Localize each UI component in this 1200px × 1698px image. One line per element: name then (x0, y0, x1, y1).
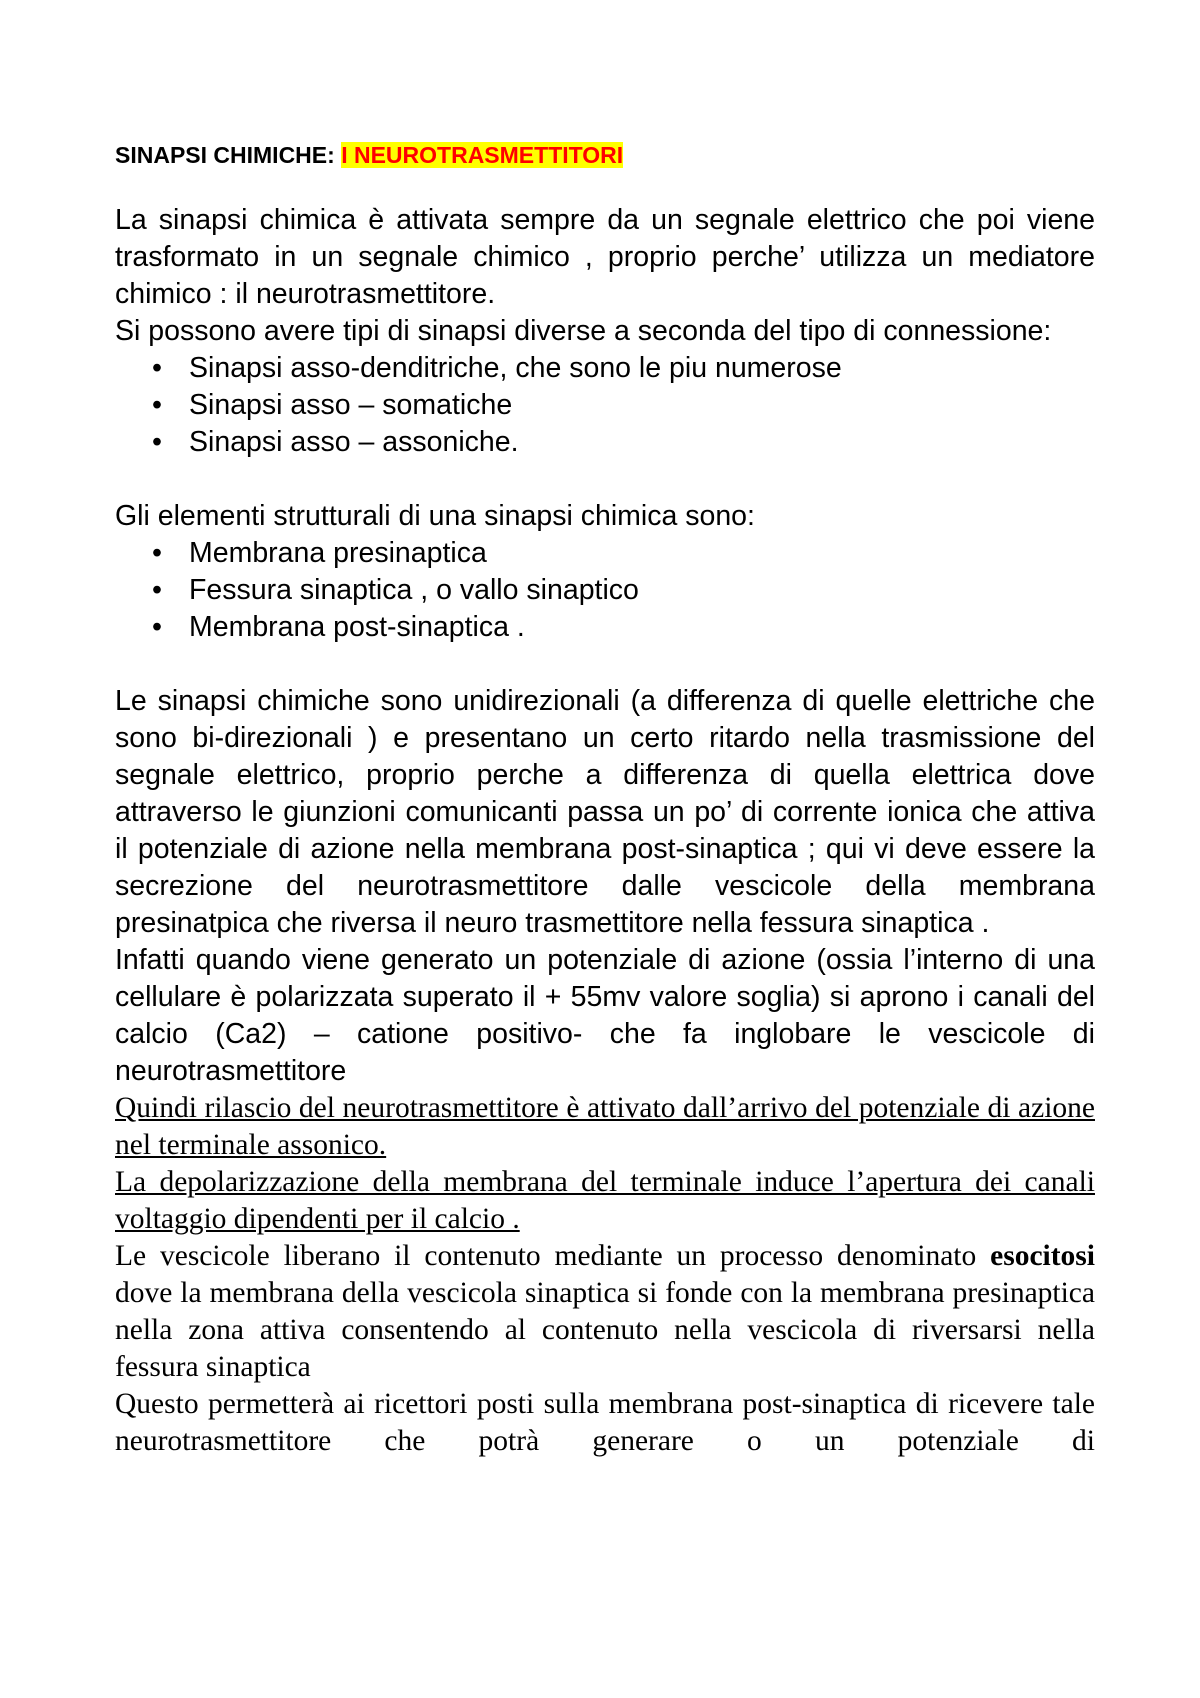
intro-paragraph: La sinapsi chimica è attivata sempre da un segnale elettrico che poi viene trasformato in un segnale chimico , proprio perche’ utilizza un mediatore chimico : il neurotrasmettitore. (115, 204, 1095, 310)
exocytosis-paragraph (115, 1238, 1095, 1386)
receptors-paragraph: Questo permetterà ai ricettori posti sulla membrana post-sinaptica di ricevere tale neurotrasmettitore che potrà generare o un potenziale di (115, 1388, 1095, 1457)
title-prefix: SINAPSI CHIMICHE: (115, 142, 342, 168)
unidirectional-paragraph: Le sinapsi chimiche sono unidirezionali (a differenza di quelle elettriche che sono bi-direzionali ) e presentano un certo ritardo nella trasmissione del segnale elettrico, proprio perche a differenza di quella elettrica dove attraverso le giunzioni comunicanti passa un po’ di corrente ionica che attiva il potenziale di azione nella membrana post-sinaptica ; qui vi deve essere la secrezione del neurotrasmettitore dalle vescicole della membrana presinatpica che riversa il neuro trasmettitore nella fessura sinaptica . (115, 685, 1095, 939)
document-page (115, 140, 1095, 1460)
connection-types-lead: Si possono avere tipi di sinapsi diverse a seconda del tipo di connessione: (115, 315, 1052, 347)
exocytosis-term: esocitosi (990, 1240, 1095, 1272)
list-item: • Sinapsi asso – somatiche (115, 387, 1095, 424)
exocytosis-text-a: Le vescicole liberano il contenuto mediante un processo denominato (115, 1240, 991, 1272)
structural-elements-lead: Gli elementi strutturali di una sinapsi chimica sono: (115, 500, 755, 532)
list-item: • Sinapsi asso-denditriche, che sono le piu numerose (115, 350, 1095, 387)
release-paragraph: Quindi rilascio del neurotrasmettitore è attivato dall’arrivo del potenziale di azione nel terminale assonico. (115, 1092, 1095, 1161)
list-item: • Sinapsi asso – assoniche. (115, 424, 1095, 461)
page-title (115, 140, 1095, 170)
list-item: • Fessura sinaptica , o vallo sinaptico (115, 572, 1095, 609)
action-potential-paragraph: Infatti quando viene generato un potenziale di azione (ossia l’interno di una cellulare è polarizzata superato il + 55mv valore soglia) si aprono i canali del calcio (Ca2) – catione positivo- che fa inglobare le vescicole di neurotrasmettitore (115, 944, 1095, 1087)
list-item: • Membrana post-sinaptica . (115, 609, 1095, 646)
depolarization-paragraph: La depolarizzazione della membrana del terminale induce l’apertura dei canali voltaggio dipendenti per il calcio . (115, 1166, 1095, 1235)
exocytosis-text-b: dove la membrana della vescicola sinaptica si fonde con la membrana presinaptica nella zona attiva consentendo al contenuto nella vescicola di riversarsi nella fessura sinaptica (115, 1277, 1095, 1383)
list-item: • Membrana presinaptica (115, 535, 1095, 572)
structural-elements-list (115, 535, 1095, 646)
synapse-types-list (115, 350, 1095, 461)
title-highlight: I NEUROTRASMETTITORI (341, 142, 624, 168)
